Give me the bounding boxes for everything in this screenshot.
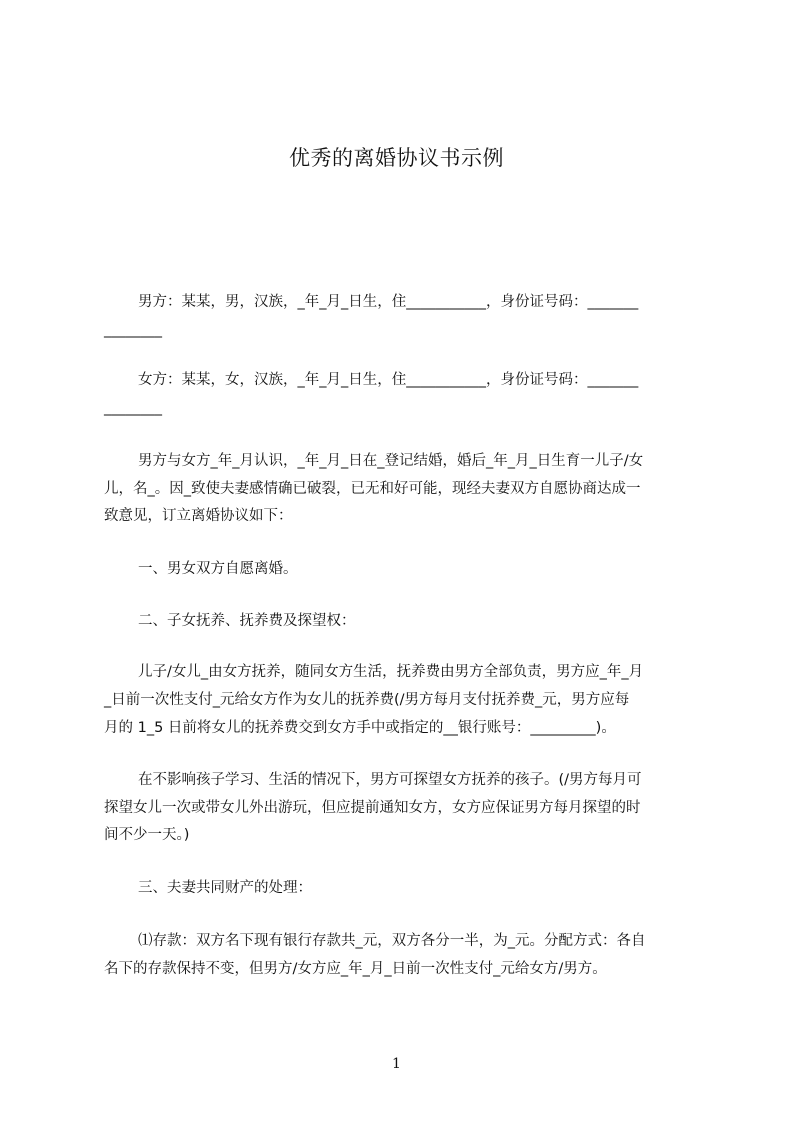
custody-paragraph-line-2: _日前一次性支付_元给女方作为女儿的抚养费(/男方每月支付抚养费_元，男方应每 xyxy=(104,692,630,708)
visitation-paragraph-line-3: 间不少一天。) xyxy=(104,827,190,843)
visitation-paragraph-line-1: 在不影响孩子学习、生活的情况下，男方可探望女方抚养的孩子。(/男方每月可 xyxy=(138,772,642,788)
clause-2-heading: 二、子女抚养、抚养费及探望权： xyxy=(138,613,356,629)
deposit-paragraph-line-2: 名下的存款保持不变，但男方/女方应_年_月_日前一次性支付_元给女方/男方。 xyxy=(104,961,607,977)
male-party-line: 男方：某某，男，汉族，_年_月_日生，住___________，身份证号码：_______ xyxy=(138,294,639,310)
intro-paragraph-line-1: 男方与女方_年_月认识，_年_月_日在_登记结婚，婚后_年_月_日生育一儿子/女 xyxy=(138,453,644,469)
deposit-paragraph-line-1: ⑴存款：双方名下现有银行存款共_元，双方各分一半，为_元。分配方式：各自 xyxy=(138,933,646,949)
custody-paragraph-line-1: 儿子/女儿_由女方抚养，随同女方生活，抚养费由男方全部负责，男方应_年_月 xyxy=(138,664,644,680)
female-party-line: 女方：某某，女，汉族，_年_月_日生，住___________，身份证号码：_______ xyxy=(138,372,639,388)
document-title: 优秀的离婚协议书示例 xyxy=(289,146,504,170)
female-party-line-continued: ________ xyxy=(104,400,162,416)
custody-paragraph-line-3: 月的 1_5 日前将女儿的抚养费交到女方手中或指定的__银行账号：_________)。 xyxy=(104,720,616,736)
visitation-paragraph-line-2: 探望女儿一次或带女儿外出游玩，但应提前通知女方，女方应保证男方每月探望的时 xyxy=(104,800,641,816)
page-number: 1 xyxy=(392,1056,401,1072)
clause-3-heading: 三、夫妻共同财产的处理： xyxy=(138,880,312,896)
intro-paragraph-line-2: 儿，名_。因_致使夫妻感情确已破裂，已无和好可能，现经夫妻双方自愿协商达成一 xyxy=(104,481,641,497)
male-party-line-continued: ________ xyxy=(104,322,162,338)
clause-1-heading: 一、男女双方自愿离婚。 xyxy=(138,561,298,577)
intro-paragraph-line-3: 致意见，订立离婚协议如下： xyxy=(104,508,293,524)
